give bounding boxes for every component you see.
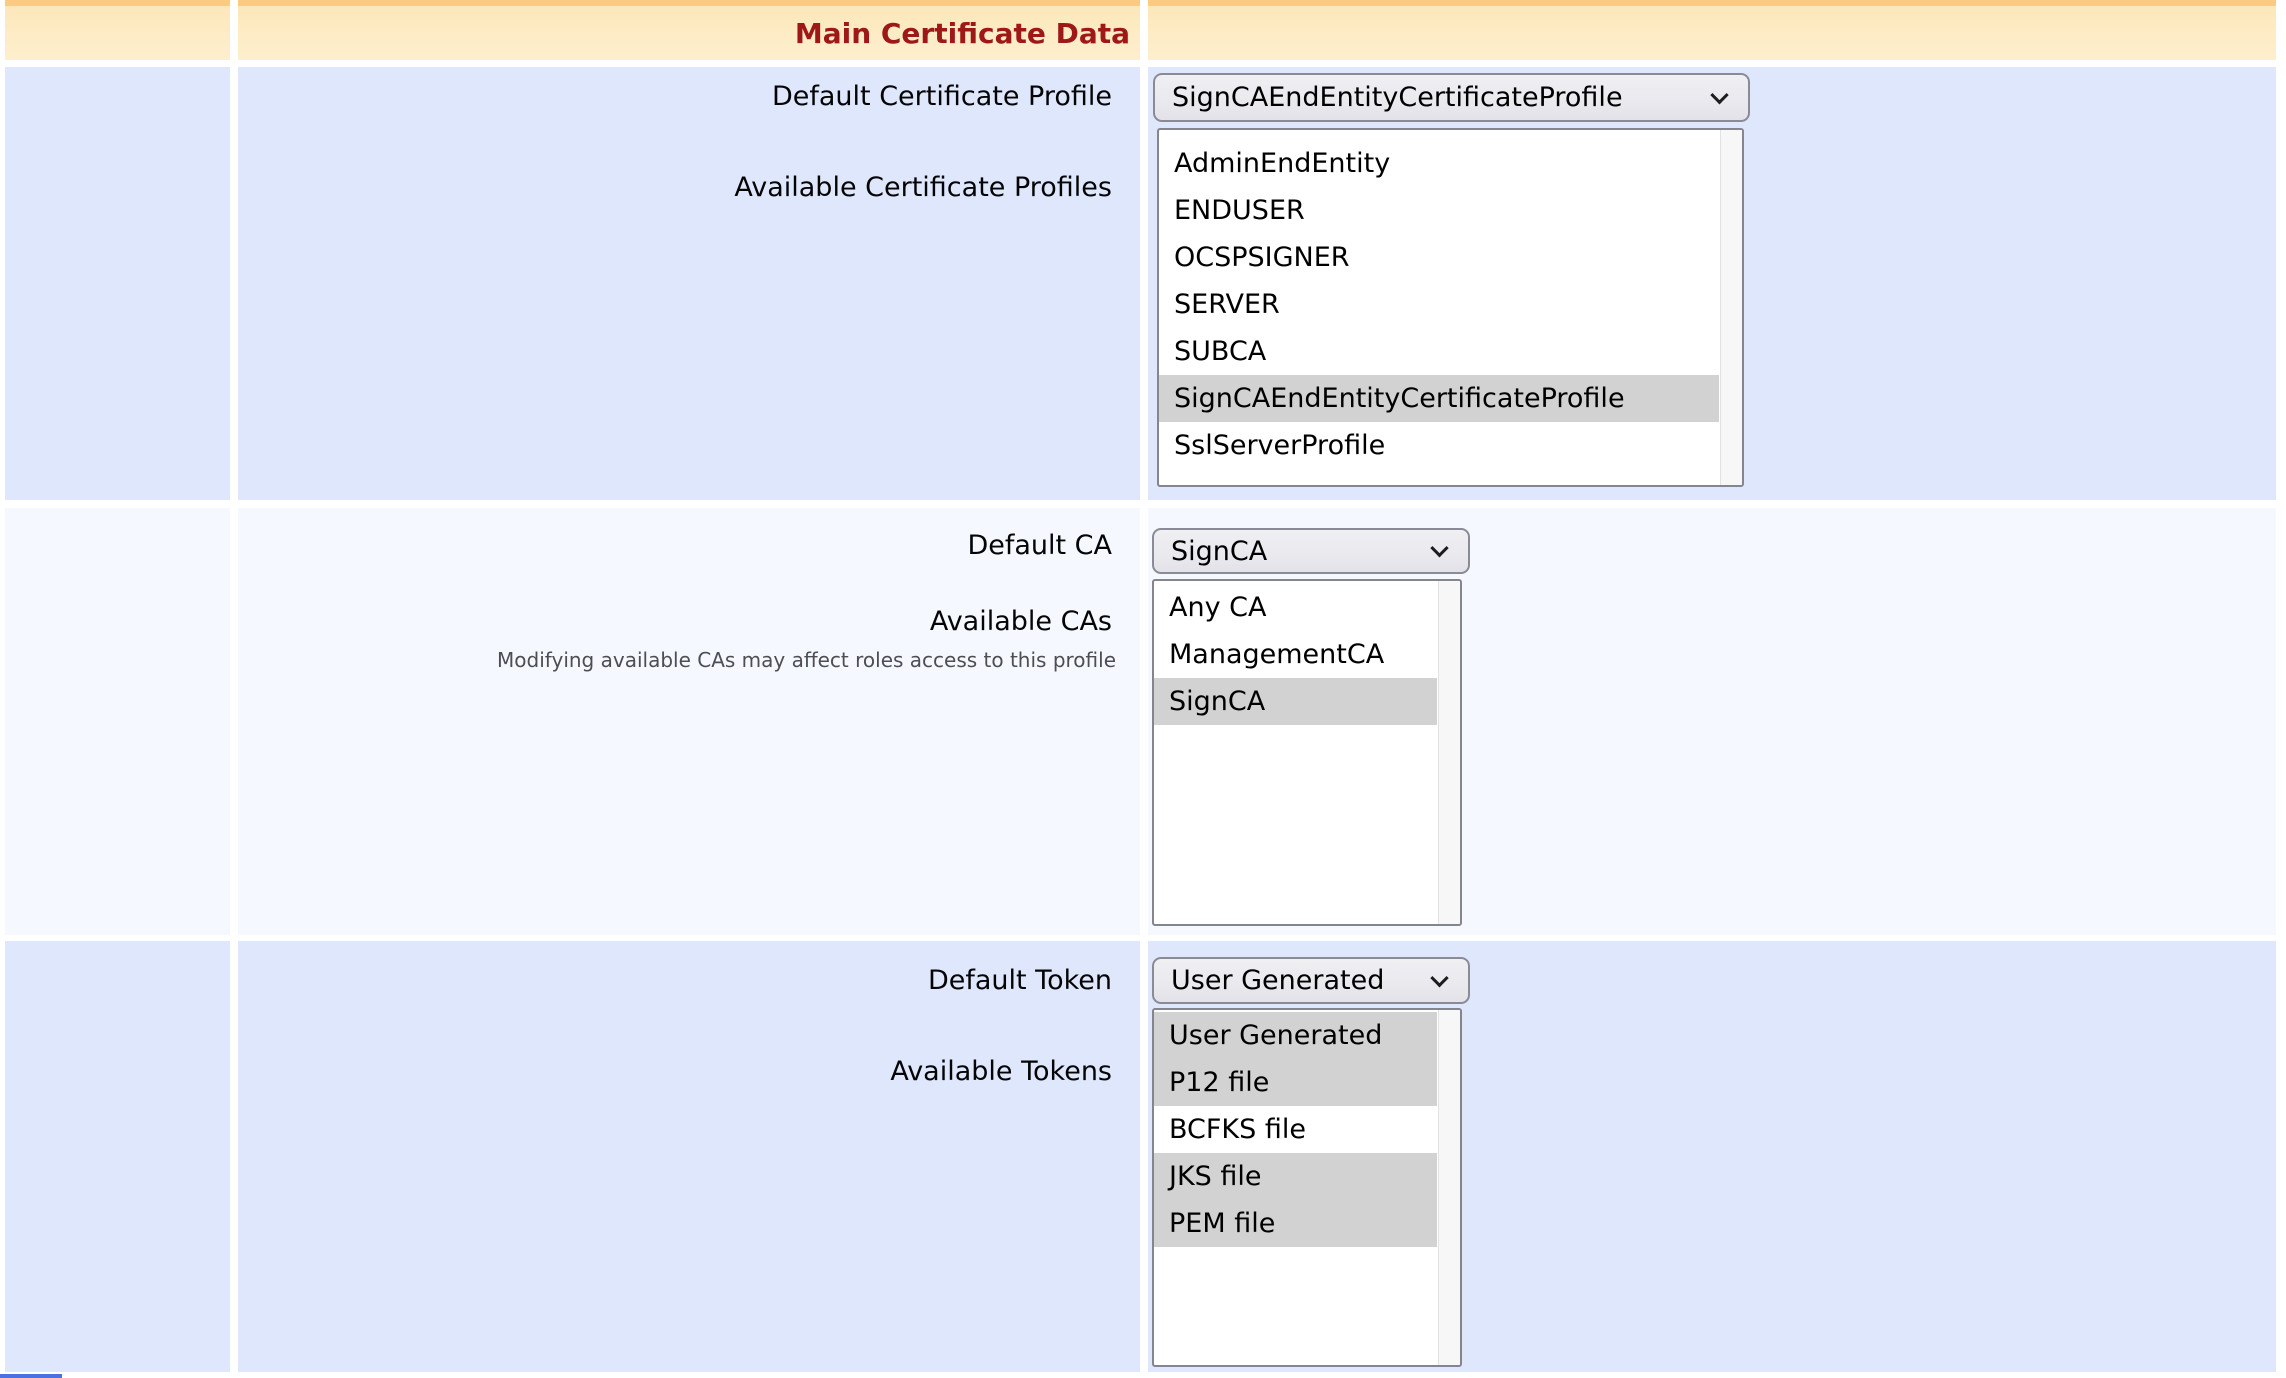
available-cas-label: Available CAs: [929, 606, 1112, 637]
header-cell-title: [238, 0, 1140, 60]
default-ca-label: Default CA: [967, 530, 1112, 561]
chevron-down-icon: [1430, 539, 1448, 557]
default-token-select[interactable]: [1152, 957, 1470, 1004]
listbox-option[interactable]: PEM file: [1154, 1200, 1437, 1247]
listbox-option[interactable]: ManagementCA: [1169, 639, 1385, 670]
section-header-row: [5, 0, 2276, 60]
row-tokens: [5, 941, 2276, 1372]
bottom-edge-blue-element: [0, 1374, 62, 1378]
row-certificate-profiles: [5, 67, 2276, 500]
listbox-option[interactable]: BCFKS file: [1169, 1114, 1306, 1145]
available-cas-options: [1154, 584, 1437, 725]
available-cas-note: Modifying available CAs may affect roles access to this profile: [497, 648, 1116, 672]
available-tokens-options: [1154, 1012, 1437, 1247]
scrollbar-track[interactable]: [1720, 130, 1742, 485]
controls-cell: [1148, 941, 2276, 1372]
row-cas: [5, 508, 2276, 935]
listbox-option[interactable]: SslServerProfile: [1174, 430, 1386, 461]
scrollbar-track[interactable]: [1438, 581, 1460, 924]
available-cas-listbox[interactable]: [1152, 579, 1462, 926]
listbox-option[interactable]: SignCA: [1154, 678, 1437, 725]
listbox-option[interactable]: User Generated: [1154, 1012, 1437, 1059]
listbox-option[interactable]: ENDUSER: [1174, 195, 1305, 226]
chevron-down-icon: [1710, 85, 1728, 103]
listbox-option[interactable]: AdminEndEntity: [1174, 148, 1391, 179]
header-cell-left: [5, 0, 230, 60]
listbox-option[interactable]: JKS file: [1154, 1153, 1437, 1200]
listbox-option[interactable]: OCSPSIGNER: [1174, 242, 1350, 273]
listbox-option[interactable]: SignCAEndEntityCertificateProfile: [1159, 375, 1719, 422]
available-tokens-label: Available Tokens: [890, 1056, 1112, 1087]
labels-cell: [238, 941, 1140, 1372]
labels-cell: [238, 508, 1140, 935]
default-certificate-profile-select[interactable]: [1153, 73, 1750, 122]
default-ca-select[interactable]: [1152, 528, 1470, 574]
spacer-cell: [5, 67, 230, 500]
section-title: Main Certificate Data: [794, 17, 1130, 50]
available-tokens-listbox[interactable]: [1152, 1008, 1462, 1367]
spacer-cell: [5, 941, 230, 1372]
chevron-down-icon: [1430, 968, 1448, 986]
default-token-select-value: User Generated: [1171, 965, 1385, 996]
default-certificate-profile-select-value: SignCAEndEntityCertificateProfile: [1172, 82, 1623, 113]
available-certificate-profiles-label: Available Certificate Profiles: [734, 172, 1112, 203]
listbox-option[interactable]: SERVER: [1174, 289, 1280, 320]
default-certificate-profile-label: Default Certificate Profile: [771, 81, 1112, 112]
labels-cell: [238, 67, 1140, 500]
listbox-option[interactable]: P12 file: [1154, 1059, 1437, 1106]
available-certificate-profiles-listbox[interactable]: [1157, 128, 1744, 487]
default-token-label: Default Token: [927, 965, 1112, 996]
default-ca-select-value: SignCA: [1171, 535, 1268, 567]
controls-cell: [1148, 508, 2276, 935]
available-certificate-profiles-options: [1159, 140, 1719, 469]
listbox-option[interactable]: SUBCA: [1174, 336, 1267, 367]
controls-cell: [1148, 67, 2276, 500]
spacer-cell: [5, 508, 230, 935]
scrollbar-track[interactable]: [1438, 1010, 1460, 1365]
header-cell-right: [1148, 0, 2276, 60]
listbox-option[interactable]: Any CA: [1169, 592, 1267, 623]
